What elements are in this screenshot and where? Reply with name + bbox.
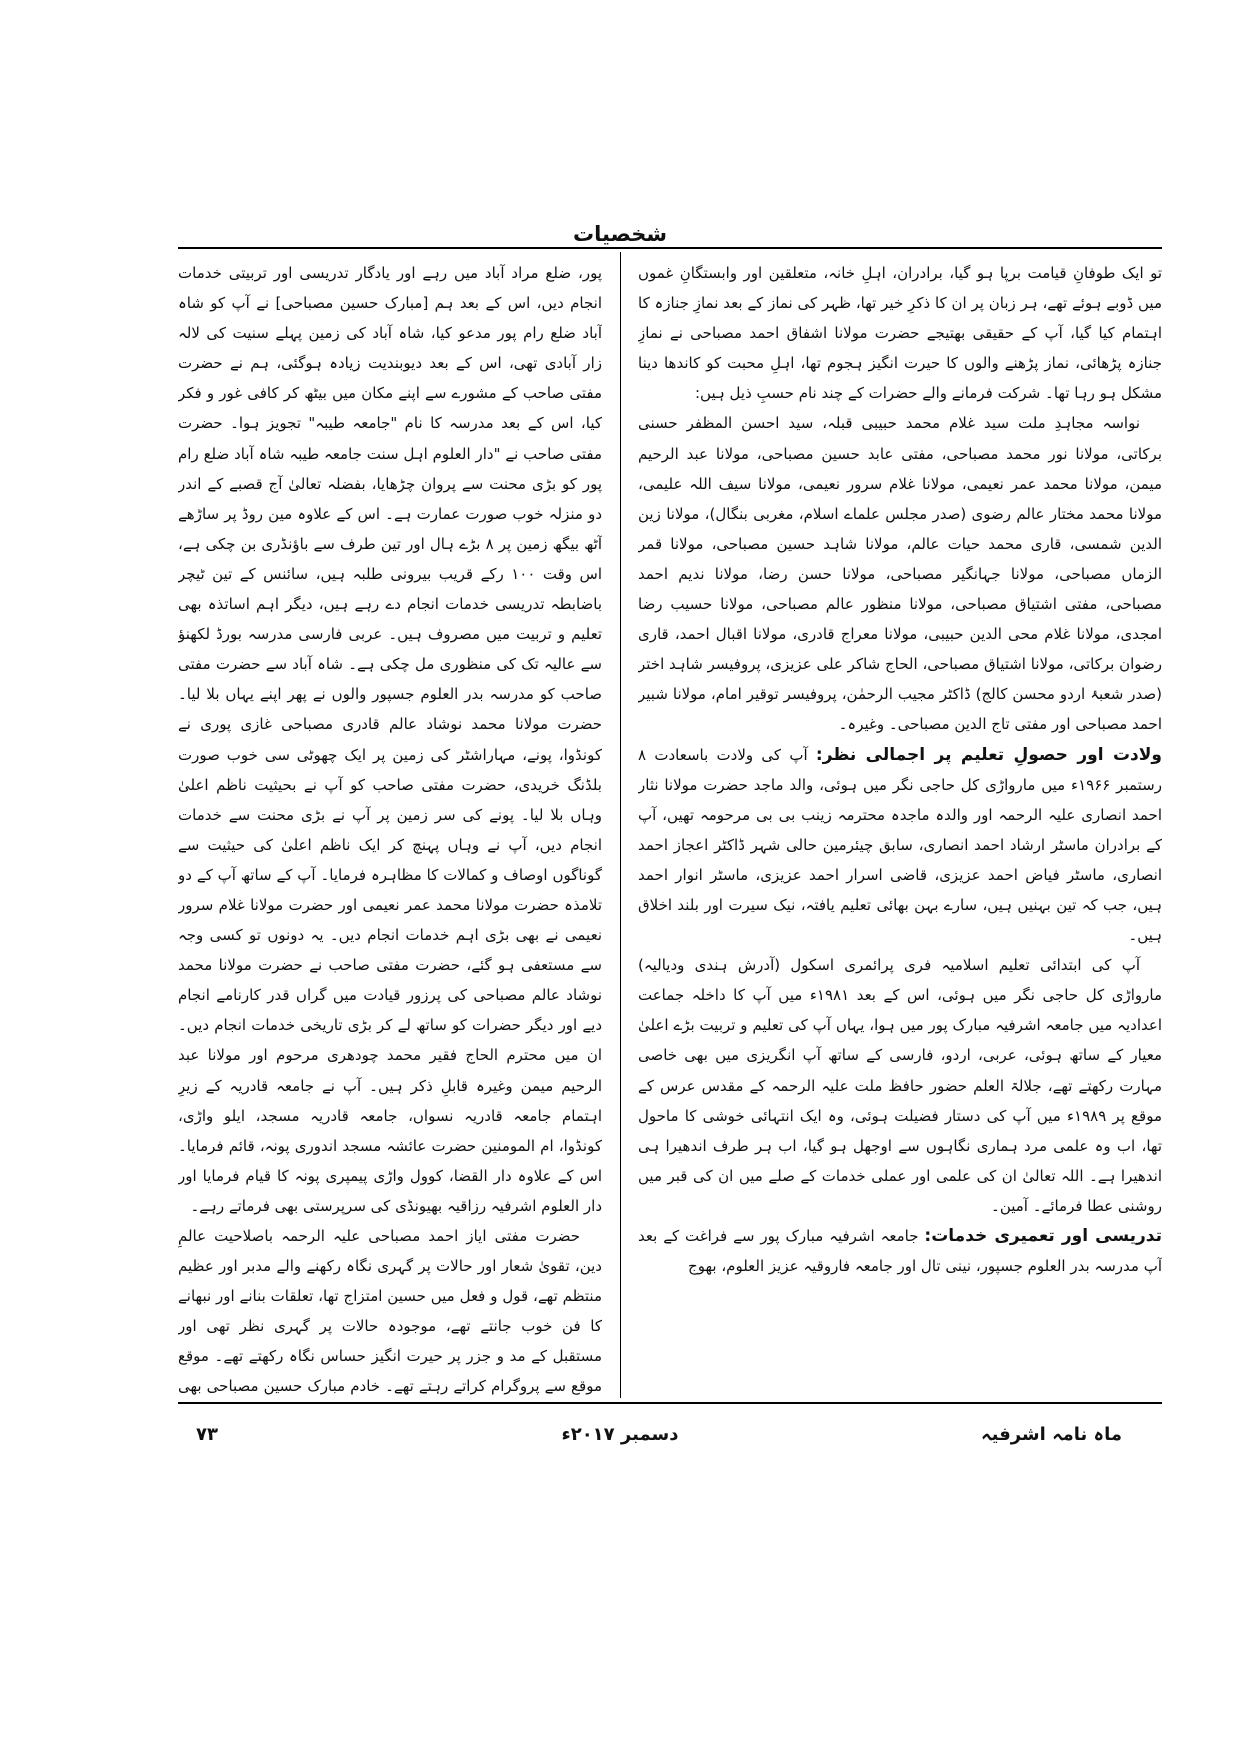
paragraph-text: آپ کی ولادت باسعادت ۸ رستمبر ۱۹۶۶ء میں مارواڑی کل حاجی نگر میں ہوئی، والد ماجد حضرت مولانا نثار احمد انصاری علیہ الرحمہ اور والدہ ماجدہ محترمہ زینب بی بی مرحومہ تھیں، آپ کے برادران ماسٹر ارشاد احمد انصاری، سابق چیئرمین حالی شہر ڈاکٹر اعجاز احمد انصاری، ماسٹر فیاض احمد عزیزی، قاضی اسرار احمد عزیزی، ماسٹر انوار احمد ہیں، جب کہ تین بہنیں ہیں، سارے بہن بھائی تعلیم یافتہ، نیک سیرت اور بلند اخلاق ہیں۔ (638, 745, 1162, 945)
paragraph: آپ کی ابتدائی تعلیم اسلامیہ فری پرائمری اسکول (آدرش ہندی ودیالیہ) مارواڑی کل حاجی نگر میں ہوئی، اس کے بعد ۱۹۸۱ء میں آپ کا داخلہ جماعت اعدادیہ میں جامعہ اشرفیہ مبارک پور میں ہوا، یہاں آپ کی تعلیم و تربیت بڑے اعلیٰ معیار کے ساتھ ہوئی، عربی، اردو، فارسی کے ساتھ آپ انگریزی میں بھی خاصی مہارت رکھتے تھے، جلالۃ العلم حضور حافظ ملت علیہ الرحمہ کے مقدس عرس کے موقع پر ۱۹۸۹ء میں آپ کی دستار فضیلت ہوئی، وہ ایک انتہائی خوشی کا ماحول تھا، اب وہ علمی مرد ہماری نگاہوں سے اوجھل ہو گیا، اب ہر طرف اندھیرا ہی اندھیرا ہے۔ اللہ تعالیٰ ان کی علمی اور عملی خدمات کے صلے میں ان کی قبر میں روشنی عطا فرمائے۔ آمین۔ (638, 956, 1162, 1215)
section-heading: ولادت اور حصولِ تعلیم پر اجمالی نظر: (815, 744, 1162, 765)
issue-date: دسمبر ۲۰۱۷ء (561, 1424, 679, 1445)
paragraph: حضرت مفتی ایاز احمد مصباحی علیہ الرحمہ باصلاحیت عالمِ دین، تقویٰ شعار اور حالات پر گہری نگاہ رکھنے والے مدبر اور عظیم منتظم تھے، قول و فعل میں حسین امتزاج تھا، تعلقات بنانے اور نبھانے کا فن خوب جانتے تھے، موجودہ حالات پر گہری نظر تھی اور مستقبل کے مد و جزر پر حیرت انگیز حساس نگاہ رکھتے تھے۔ موقع موقع سے پروگرام کراتے رہتے تھے۔ خادم مبارک حسین مصباحی بھی (178, 1227, 602, 1396)
header-rule (178, 247, 1162, 249)
journal-name: ماہ نامہ اشرفیہ (981, 1424, 1122, 1445)
section-title: شخصیات (572, 222, 668, 246)
footer-rule (178, 1402, 1162, 1404)
paragraph (638, 740, 1162, 951)
paragraph: تو ایک طوفانِ قیامت برپا ہو گیا، برادران، اہلِ خانہ، متعلقین اور وابستگانِ غموں میں ڈوبے ہوئے تھے، ہر زبان پر ان کا ذکرِ خیر تھا، ظہر کی نماز کے بعد نمازِ جنازہ کا اہتمام کیا گیا، آپ کے حقیقی بھتیجے حضرت مولانا اشفاق احمد مصباحی نے نمازِ جنازہ پڑھائی، نماز پڑھنے والوں کا حیرت انگیز ہجوم تھا، اہلِ محبت کو کاندھا دینا مشکل ہو رہا تھا۔ شرکت فرمانے والے حضرات کے چند نام حسبِ ذیل ہیں: (638, 264, 1162, 403)
paragraph: پور، ضلع مراد آباد میں رہے اور یادگار تدریسی اور تربیتی خدمات انجام دیں، اس کے بعد ہم [مبارک حسین مصباحی] نے آپ کو شاہ آباد ضلع رام پور مدعو کیا، شاہ آباد کی زمین پہلے سنیت کی لالہ زار آبادی تھی، اس کے بعد دیوبندیت زیادہ ہوگئی، ہم نے حضرت مفتی صاحب کے مشورے سے اپنے مکان میں بیٹھ کر کافی غور و فکر کیا، اس کے بعد مدرسہ کا نام "جامعہ طیبہ" تجویز ہوا۔ حضرت مفتی صاحب نے "دار العلوم اہل سنت جامعہ طیبہ شاہ آباد ضلع رام پور کو بڑی محنت سے پروان چڑھایا، بفضلہ تعالیٰ آج قصبے کے اندر دو منزلہ خوب صورت عمارت ہے۔ اس کے علاوہ مین روڈ پر ساڑھے آٹھ بیگھ زمین پر ۸ بڑے ہال اور تین طرف سے باؤنڈری بن چکی ہے، اس وقت ۱۰۰ رکے قریب بیرونی طلبہ ہیں، سائنس کے تین ٹیچر باضابطہ تدریسی خدمات انجام دے رہے ہیں، دیگر اہم اساتذہ بھی تعلیم و تربیت میں مصروف ہیں۔ عربی فارسی مدرسہ بورڈ لکھنؤ سے عالیہ تک کی منظوری مل چکی ہے۔ شاہ آباد سے حضرت مفتی صاحب کو مدرسہ بدر العلوم جسپور والوں نے پھر اپنے یہاں بلا لیا۔ حضرت مولانا محمد نوشاد عالم قادری مصباحی غازی پوری نے کونڈوا، پونے، مہاراشٹر کی زمین پر ایک چھوٹی سی خوب صورت بلڈنگ خریدی، حضرت مفتی صاحب کو آپ نے بحیثیت ناظم اعلیٰ وہاں بلا لیا۔ پونے کی سر زمین پر آپ نے بڑی محنت سے خدمات انجام دیں، آپ نے وہاں پہنچ کر ایک ناظم اعلیٰ کی حیثیت سے گوناگوں اوصاف و کمالات کا مظاہرہ فرمایا۔ آپ کے ساتھ آپ کے دو تلامذہ حضرت مولانا محمد عمر نعیمی اور حضرت مولانا غلام سرور نعیمی نے بھی بڑی اہم خدمات انجام دیں۔ یہ دونوں تو کسی وجہ سے مستعفی ہو گئے، حضرت مفتی صاحب نے حضرت مولانا محمد نوشاد عالم مصباحی کی پرزور قیادت میں گراں قدر کارنامے انجام دیے اور دیگر حضرات کو ساتھ لے کر بڑی تاریخی خدمات انجام دیں۔ ان میں محترم الحاج فقیر محمد چودھری مرحوم اور مولانا عبد الرحیم میمن وغیرہ قابلِ ذکر ہیں۔ آپ نے جامعہ قادریہ کے زیرِ اہتمام جامعہ قادریہ نسواں، جامعہ قادریہ مسجد، ایلو واڑی، کونڈوا، ام المومنین حضرت عائشہ مسجد اندوری پونہ، قائم فرمایا۔ اس کے علاوہ دار القضا، کوول واڑی پیمپری پونہ کا قیام فرمایا اور دار العلوم اشرفیہ رزاقیہ بھیونڈی کی سرپرستی بھی فرماتے رہے۔ (178, 264, 602, 1215)
page-number: ۷۳ (196, 1424, 218, 1445)
right-column (638, 258, 1162, 1396)
paragraph-text: جامعہ اشرفیہ مبارک پور سے فراغت کے بعد آپ مدرسہ بدر العلوم جسپور، نینی تال اور جامعہ فاروقیہ عزیز العلوم، بھوج (638, 1227, 1162, 1276)
column-divider (620, 252, 621, 1398)
paragraph: نواسہ مجاہدِ ملت سید غلام محمد حبیبی قبلہ، سید احسن المظفر حسنی برکاتی، مولانا نور محمد مصباحی، مفتی عابد حسین مصباحی، مولانا عبد الرحیم میمن، مولانا محمد عمر نعیمی، مولانا غلام سرور نعیمی، مولانا سیف اللہ علیمی، مولانا محمد مختار عالم رضوی (صدر مجلس علماے اسلام، مغربی بنگال)، مولانا زین الدین شمسی، قاری محمد حیات عالم، مولانا شاہد حسین مصباحی، مولانا قمر الزماں مصباحی، مولانا جہانگیر مصباحی، مولانا حسن رضا، مولانا ندیم احمد مصباحی، مفتی اشتیاق مصباحی، مولانا منظور عالم مصباحی، مولانا حسیب رضا امجدی، مولانا غلام محی الدین حبیبی، مولانا معراج قادری، مولانا اقبال احمد، قاری رضوان برکاتی، مولانا اشتیاق مصباحی، الحاج شاکر علی عزیزی، پروفیسر شاہد اختر (صدر شعبۂ اردو محسن کالج) ڈاکٹر مجیب الرحمٰن، پروفیسر توقیر امام، مولانا شبیر احمد مصباحی اور مفتی تاج الدین مصباحی۔ وغیرہ۔ (638, 414, 1162, 734)
left-column (178, 258, 602, 1396)
section-heading: تدریسی اور تعمیری خدمات: (924, 1226, 1162, 1246)
paragraph (638, 1221, 1162, 1281)
